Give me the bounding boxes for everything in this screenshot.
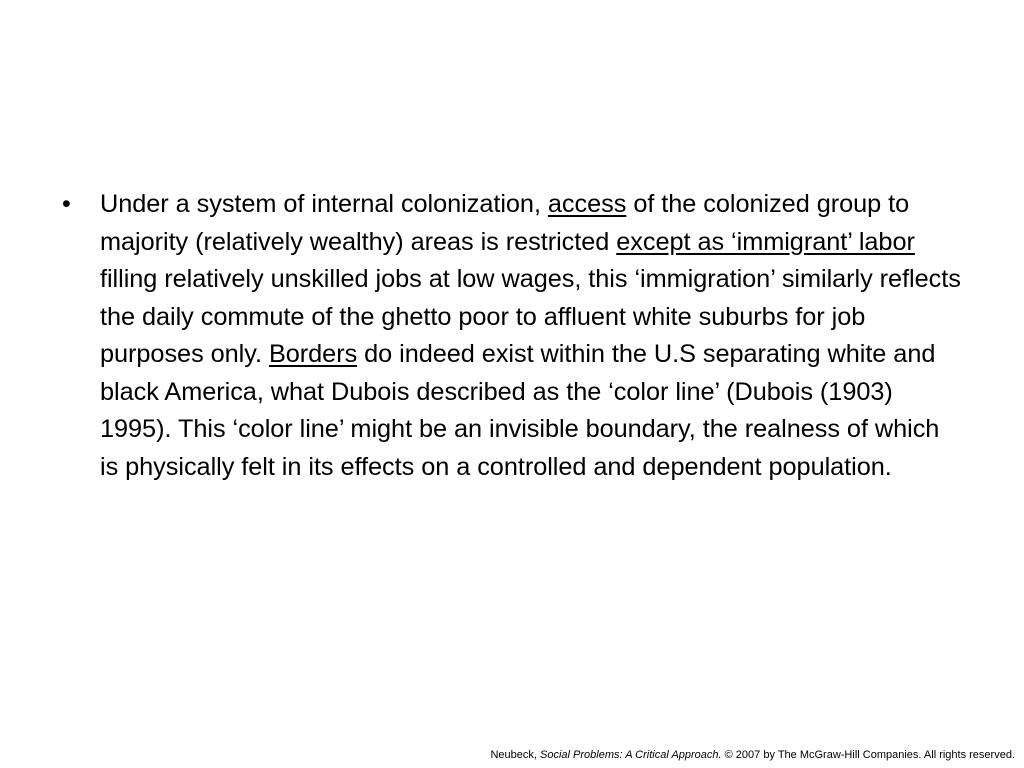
text-segment: do indeed exist within the U.S separating white and black America, what Dubois described as the ‘color line’ (Dubois (1903) 1995). This ‘color line’ might be an invisible boundary, the realness of which is physically felt in its effects on a controlled and dependent population. [100,340,940,481]
footer-book-title: Social Problems: A Critical Approach. [540,749,722,761]
bullet-icon: • [62,190,71,218]
underlined-term-access: access [547,190,627,218]
footer-author: Neubeck, [490,749,541,761]
bullet-item [62,186,962,486]
underlined-term-borders: Borders [268,340,358,368]
text-segment: of the colonized group to majority (relatively wealthy) areas is restricted [100,190,910,256]
underlined-term-immigrant-labor: except as ‘immigrant’ labor [616,227,915,256]
text-segment: filling relatively unskilled jobs at low wages, this ‘immigration’ similarly reflects the daily commute of the ghetto poor to affluent white suburbs for job purposes only. [100,265,961,368]
text-segment: Under a system of internal colonization, [100,190,548,218]
footer-rights: © 2007 by The McGraw-Hill Companies. All rights reserved. [721,749,1015,761]
copyright-footer [490,748,1015,762]
slide-body [62,186,962,486]
bullet-text [100,186,962,486]
